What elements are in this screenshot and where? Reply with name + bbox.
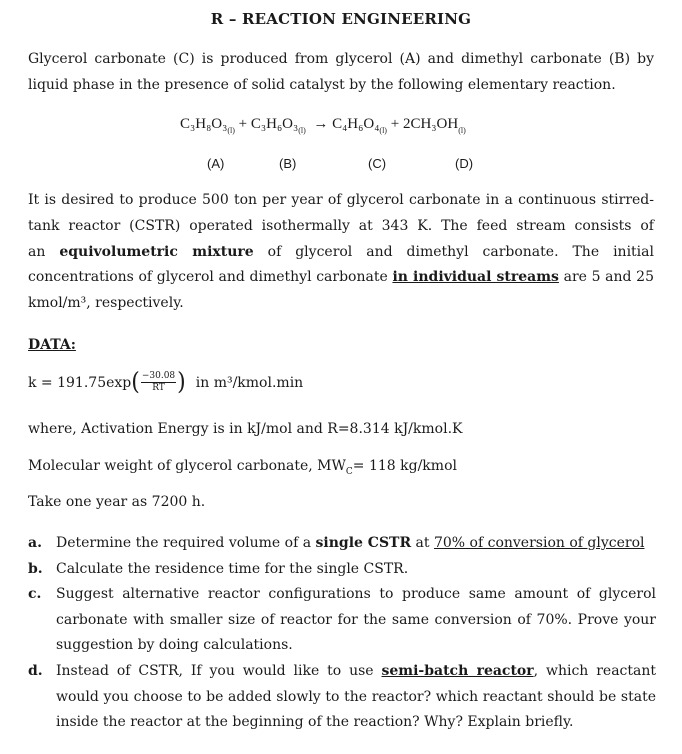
question-list <box>28 531 656 736</box>
problem-line-5: kmol/m³, respectively. <box>28 295 184 311</box>
label-a: (A) <box>207 156 225 171</box>
reaction-arrow: → <box>313 116 329 132</box>
problem-line-2: tank reactor (CSTR) operated isothermally at 343 K. The feed stream consists of <box>28 218 654 234</box>
question-c: c. Suggest alternative reactor configurations to produce same amount of glycerol carbonate with smaller size of reactor for the same conversion of 70%. Prove your suggestion by doing calculations. <box>28 586 656 654</box>
activation-energy-note: where, Activation Energy is in kJ/mol and R=8.314 kJ/kmol.K <box>28 421 463 437</box>
reactant-a: C₃H₈O₃ <box>180 116 228 132</box>
problem-line-1: It is desired to produce 500 ton per year of glycerol carbonate in a continuous stirred- <box>28 192 654 208</box>
exponent-fraction: $\frac{-30.08}{RT}$ <box>141 371 176 393</box>
problem-line-3: an equivolumetric mixture of glycerol and dimethyl carbonate. The initial <box>28 244 654 260</box>
molecular-weight-line: Molecular weight of glycerol carbonate, $MW_C= 118$ kg/kmol <box>28 458 457 477</box>
reaction-equation: $C_3H_8O_3_{(l)} + C_3H_6O_3_{(l)} \to C_4H_6O_4_{(l)} + 2CH_3OH_{(l)}$ <box>180 116 466 135</box>
data-heading: DATA: <box>28 337 76 353</box>
reactant-b: C₃H₆O₃ <box>250 116 299 132</box>
page-title: R – REACTION ENGINEERING <box>210 10 472 28</box>
question-b: b. Calculate the residence time for the single CSTR. <box>28 560 409 577</box>
product-c: C₄H₆O₄ <box>332 116 380 132</box>
problem-line-4: concentrations of glycerol and dimethyl carbonate in individual streams are 5 and 25 <box>28 269 654 285</box>
label-d: (D) <box>455 156 474 171</box>
question-a: a. Determine the required volume of a single CSTR at 70% of conversion of glycerol <box>28 535 645 551</box>
intro-paragraph: Glycerol carbonate (C) is produced from glycerol (A) and dimethyl carbonate (B) by liquid phase in the presence of solid catalyst by the following elementary reaction. <box>28 51 654 93</box>
question-d: d. Instead of CSTR, If you would like to use semi-batch reactor, which reactant would you choose to be added slowly to the reactor? which reactant should be state inside the reactor at the beginning of the reaction? Why? Explain briefly. <box>28 662 657 731</box>
label-b: (B) <box>279 156 297 171</box>
label-c: (C) <box>368 156 387 171</box>
product-d: 2CH₃OH <box>402 116 459 132</box>
year-note: Take one year as 7200 h. <box>28 494 206 510</box>
rate-constant-expression: k = 191.75exp ( $\frac{-30.08}{RT}$ ) in m³/kmol.min <box>28 368 304 396</box>
